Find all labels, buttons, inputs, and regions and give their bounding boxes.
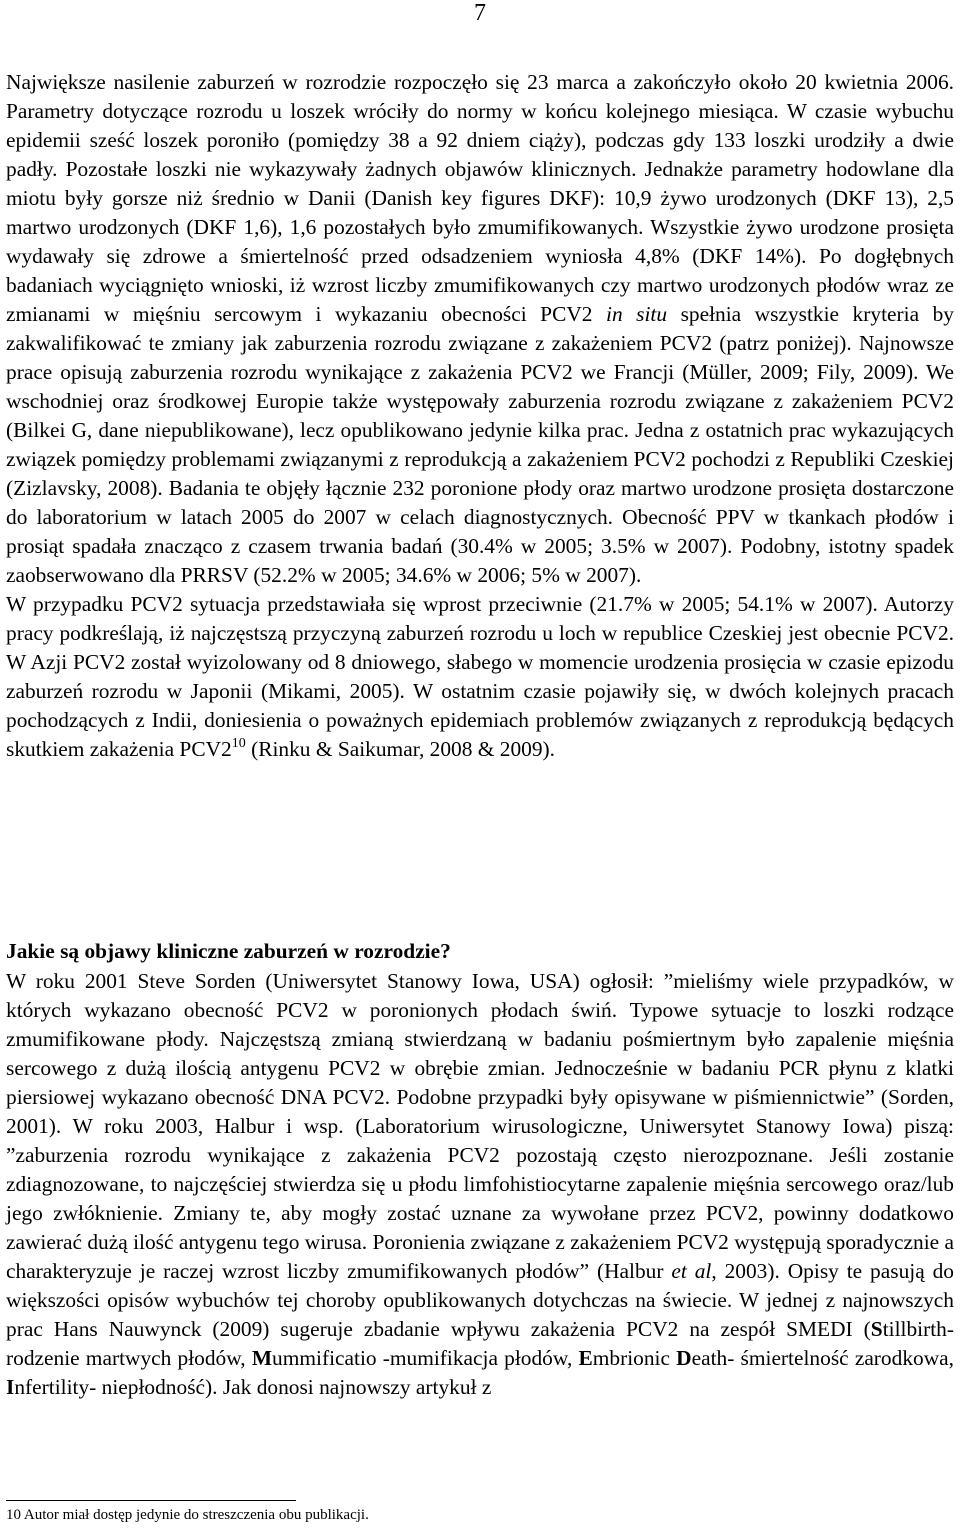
para1-text-2: spełnia wszystkie kryteria by zakwalifikować te zmiany jak zaburzenia rozrodu związane z zakażeniem PCV2 (patrz poniżej). Najnowsze prace opisują zaburzenia rozrodu wynikające z zakażenia PCV2 we Francji (Müller, 2009; Fily, 2009). We wschodniej oraz środkowej Europie także występowały zaburzenia rozrodu związane z zakażeniem PCV2 (Bilkei G, dane niepublikowane), lecz opublikowano jedynie kilka prac. Jedna z ostatnich prac wykazujących związek pomiędzy problemami związanymi z reprodukcją a zakażeniem PCV2 pochodzi z Republiki Czeskiej (Zizlavsky, 2008). Badania te objęły łącznie 232 poronione płody oraz martwo urodzone prosięta dostarczone do laboratorium w latach 2005 do 2007 w celach diagnostycznych. Obecność PPV w tkankach płodów i prosiąt spadała znacząco z czasem trwania badań (30.4% w 2005; 3.5% w 2007). Podobny, istotny spadek zaobserwowano dla PRRSV (52.2% w 2005; 34.6% w 2006; 5% w 2007). — [6, 302, 954, 587]
para2-text-1: W roku 2001 Steve Sorden (Uniwersytet Stanowy Iowa, USA) ogłosił: ”mieliśmy wiele przypadków, w których wykazano obecność PCV2 w poronionych płodach świń. Typowe sytuacje to loszki rodzące zmumifikowane płody. Najczęstszą zmianą stwierdzaną w badaniu pośmiertnym było zapalenie mięśnia sercowego z dużą ilością antygenu PCV2 w obrębie zmian. Jednocześnie w badaniu PCR płynu z klatki piersiowej wykazano obecność DNA PCV2. Podobne przypadki były opisywane w piśmiennictwie” (Sorden, 2001). W roku 2003, Halbur i wsp. (Laboratorium wirusologiczne, Uniwersytet Stanowy Iowa) piszą: ”zaburzenia rozrodu wynikające z zakażenia PCV2 pozostają często nierozpoznane. Jeśli zostanie zdiagnozowane, to najczęściej stwierdza się u płodu limfohistiocytarne zapalenie mięśnia sercowego oraz/lub jego zwłóknienie. Zmiany te, aby mogły zostać uznane za wywołane przez PCV2, powinny dodatkowo zawierać dużą ilość antygenu tego wirusa. Poronienia związane z zakażeniem PCV2 występują sporadycznie a charakteryzuje je raczej wzrost liczby zmumifikowanych płodów” (Halbur — [6, 969, 954, 1283]
smedi-d: D — [676, 1346, 692, 1370]
body-paragraph-2 — [6, 967, 954, 1402]
para1-text-3: W przypadku PCV2 sytuacja przedstawiała się wprost przeciwnie (21.7% w 2005; 54.1% w 2007). Autorzy pracy podkreślają, iż najczęstszą przyczyną zaburzeń rozrodu u loch w republice Czeskiej jest obecnie PCV2. W Azji PCV2 został wyizolowany od 8 dniowego, słabego w momencie urodzenia prosięcia w czasie epizodu zaburzeń rozrodu w Japonii (Mikami, 2005). W ostatnim czasie pojawiły się, w dwóch kolejnych pracach pochodzących z Indii, doniesienia o poważnych epidemiach problemów związanych z reprodukcją będących skutkiem zakażenia PCV2 — [6, 592, 954, 761]
para2-text-2: , 2003). Opisy te pasują do większości opisów wybuchów tej choroby opublikowanych dotychczas na świecie. W jednej z najnowszych prac Hans Nauwynck (2009) sugeruje zbadanie wpływu zakażenia PCV2 na zespół SMEDI ( — [6, 1259, 954, 1341]
para1-text-1: Największe nasilenie zaburzeń w rozrodzie rozpoczęło się 23 marca a zakończyło około 20 kwietnia 2006. Parametry dotyczące rozrodu u loszek wróciły do normy w końcu kolejnego miesiąca. W czasie wybuchu epidemii sześć loszek poroniło (pomiędzy 38 a 92 dniem ciąży), podczas gdy 133 loszki urodziły a dwie padły. Pozostałe loszki nie wykazywały żadnych objawów klinicznych. Jednakże parametry hodowlane dla miotu były gorsze niż średnio w Danii (Danish key figures DKF): 10,9 żywo urodzonych (DKF 13), 2,5 martwo urodzonych (DKF 1,6), 1,6 pozostałych było zmumifikowanych. Wszystkie żywo urodzone prosięta wydawały się zdrowe a śmiertelność przed odsadzeniem wyniosła 4,8% (DKF 14%). Po dogłębnych badaniach wyciągnięto wnioski, iż wzrost liczby zmumifikowanych czy martwo urodzonych płodów wraz ze zmianami w mięśniu sercowym i wykazaniu obecności PCV2 — [6, 70, 954, 326]
smedi-s-rest: tillbirth- rodzenie martwych płodów, — [6, 1317, 954, 1370]
smedi-m-rest: ummificatio -mumifikacja płodów, — [272, 1346, 579, 1370]
smedi-d-rest: eath- śmiertelność zarodkowa, — [691, 1346, 955, 1370]
smedi-m: M — [251, 1346, 273, 1370]
body-paragraph-1 — [6, 68, 954, 764]
smedi-e: E — [578, 1346, 593, 1370]
footnote-divider — [6, 1500, 296, 1501]
smedi-e-rest: mbrionic — [592, 1346, 677, 1370]
footnote: 10 Autor miał dostęp jedynie do streszczenia obu publikacji. — [6, 1507, 369, 1523]
para1-in-situ: in situ — [606, 302, 668, 326]
smedi-i: I — [6, 1375, 15, 1399]
para2-et-al: et al — [671, 1259, 712, 1283]
section-heading: Jakie są objawy kliniczne zaburzeń w rozrodzie? — [6, 939, 451, 963]
footnote-ref: 10 — [231, 736, 246, 751]
page-number: 7 — [474, 0, 486, 26]
smedi-s: S — [870, 1317, 883, 1341]
para1-text-4: (Rinku & Saikumar, 2008 & 2009). — [245, 737, 556, 761]
smedi-i-rest: nfertility- niepłodność). Jak donosi najnowszy artykuł z — [14, 1375, 492, 1399]
